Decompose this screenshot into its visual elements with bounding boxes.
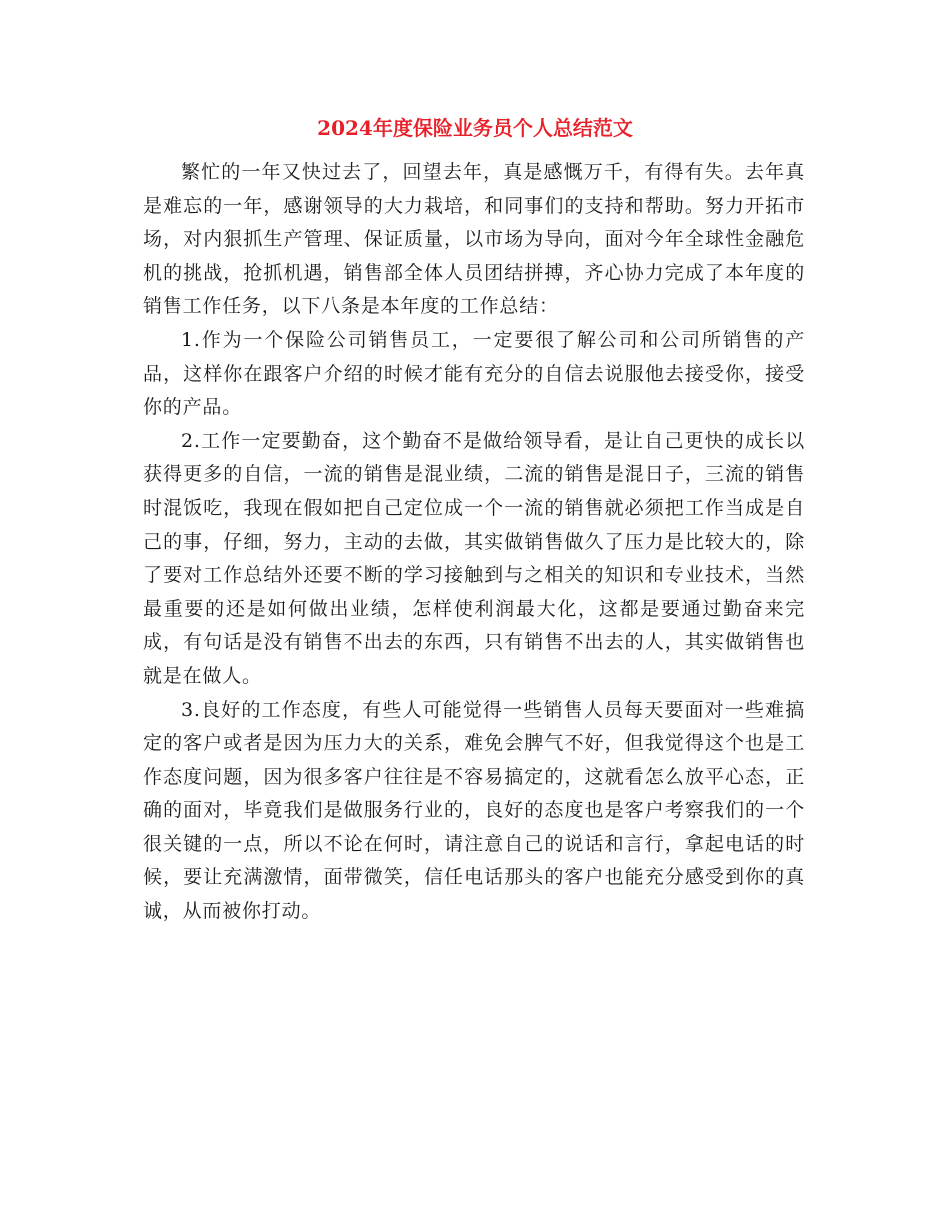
paragraph-intro: 繁忙的一年又快过去了，回望去年，真是感慨万千，有得有失。去年真是难忘的一年，感谢领导的大力栽培，和同事们的支持和帮助。努力开拓市场，对内狠抓生产管理、保证质量，以市场为导向，面对今年全球性金融危机的挑战，抢抓机遇，销售部全体人员团结拼搏，齐心协力完成了本年度的销售工作任务，以下八条是本年度的工作总结： bbox=[143, 161, 805, 318]
paragraph-point-2: 2.工作一定要勤奋，这个勤奋不是做给领导看，是让自己更快的成长以获得更多的自信，一流的销售是混业绩，二流的销售是混日子，三流的销售时混饭吃，我现在假如把自己定位成一个一流的销售就必须把工作当成是自己的事，仔细，努力，主动的去做，其实做销售做久了压力是比较大的，除了要对工作总结外还要不断的学习接触到与之相关的知识和专业技术，当然最重要的还是如何做出业绩，怎样使利润最大化，这都是要通过勤奋来完成，有句话是没有销售不出去的东西，只有销售不出去的人，其实做销售也就是在做人。 bbox=[143, 429, 805, 687]
document-title: 2024年度保险业务员个人总结范文 bbox=[317, 116, 633, 140]
paragraph-point-3: 3.良好的工作态度，有些人可能觉得一些销售人员每天要面对一些难搞定的客户或者是因为压力大的关系，难免会脾气不好，但我觉得这个也是工作态度问题，因为很多客户往往是不容易搞定的，这就看怎么放平心态，正确的面对，毕竟我们是做服务行业的，良好的态度也是客户考察我们的一个很关键的一点，所以不论在何时，请注意自己的说话和言行，拿起电话的时候，要让充满激情，面带微笑，信任电话那头的客户也能充分感受到你的真诚，从而被你打动。 bbox=[143, 698, 805, 923]
paragraph-point-1: 1.作为一个保险公司销售员工，一定要很了解公司和公司所销售的产品，这样你在跟客户介绍的时候才能有充分的自信去说服他去接受你，接受你的产品。 bbox=[143, 328, 805, 419]
document-body bbox=[143, 156, 805, 929]
